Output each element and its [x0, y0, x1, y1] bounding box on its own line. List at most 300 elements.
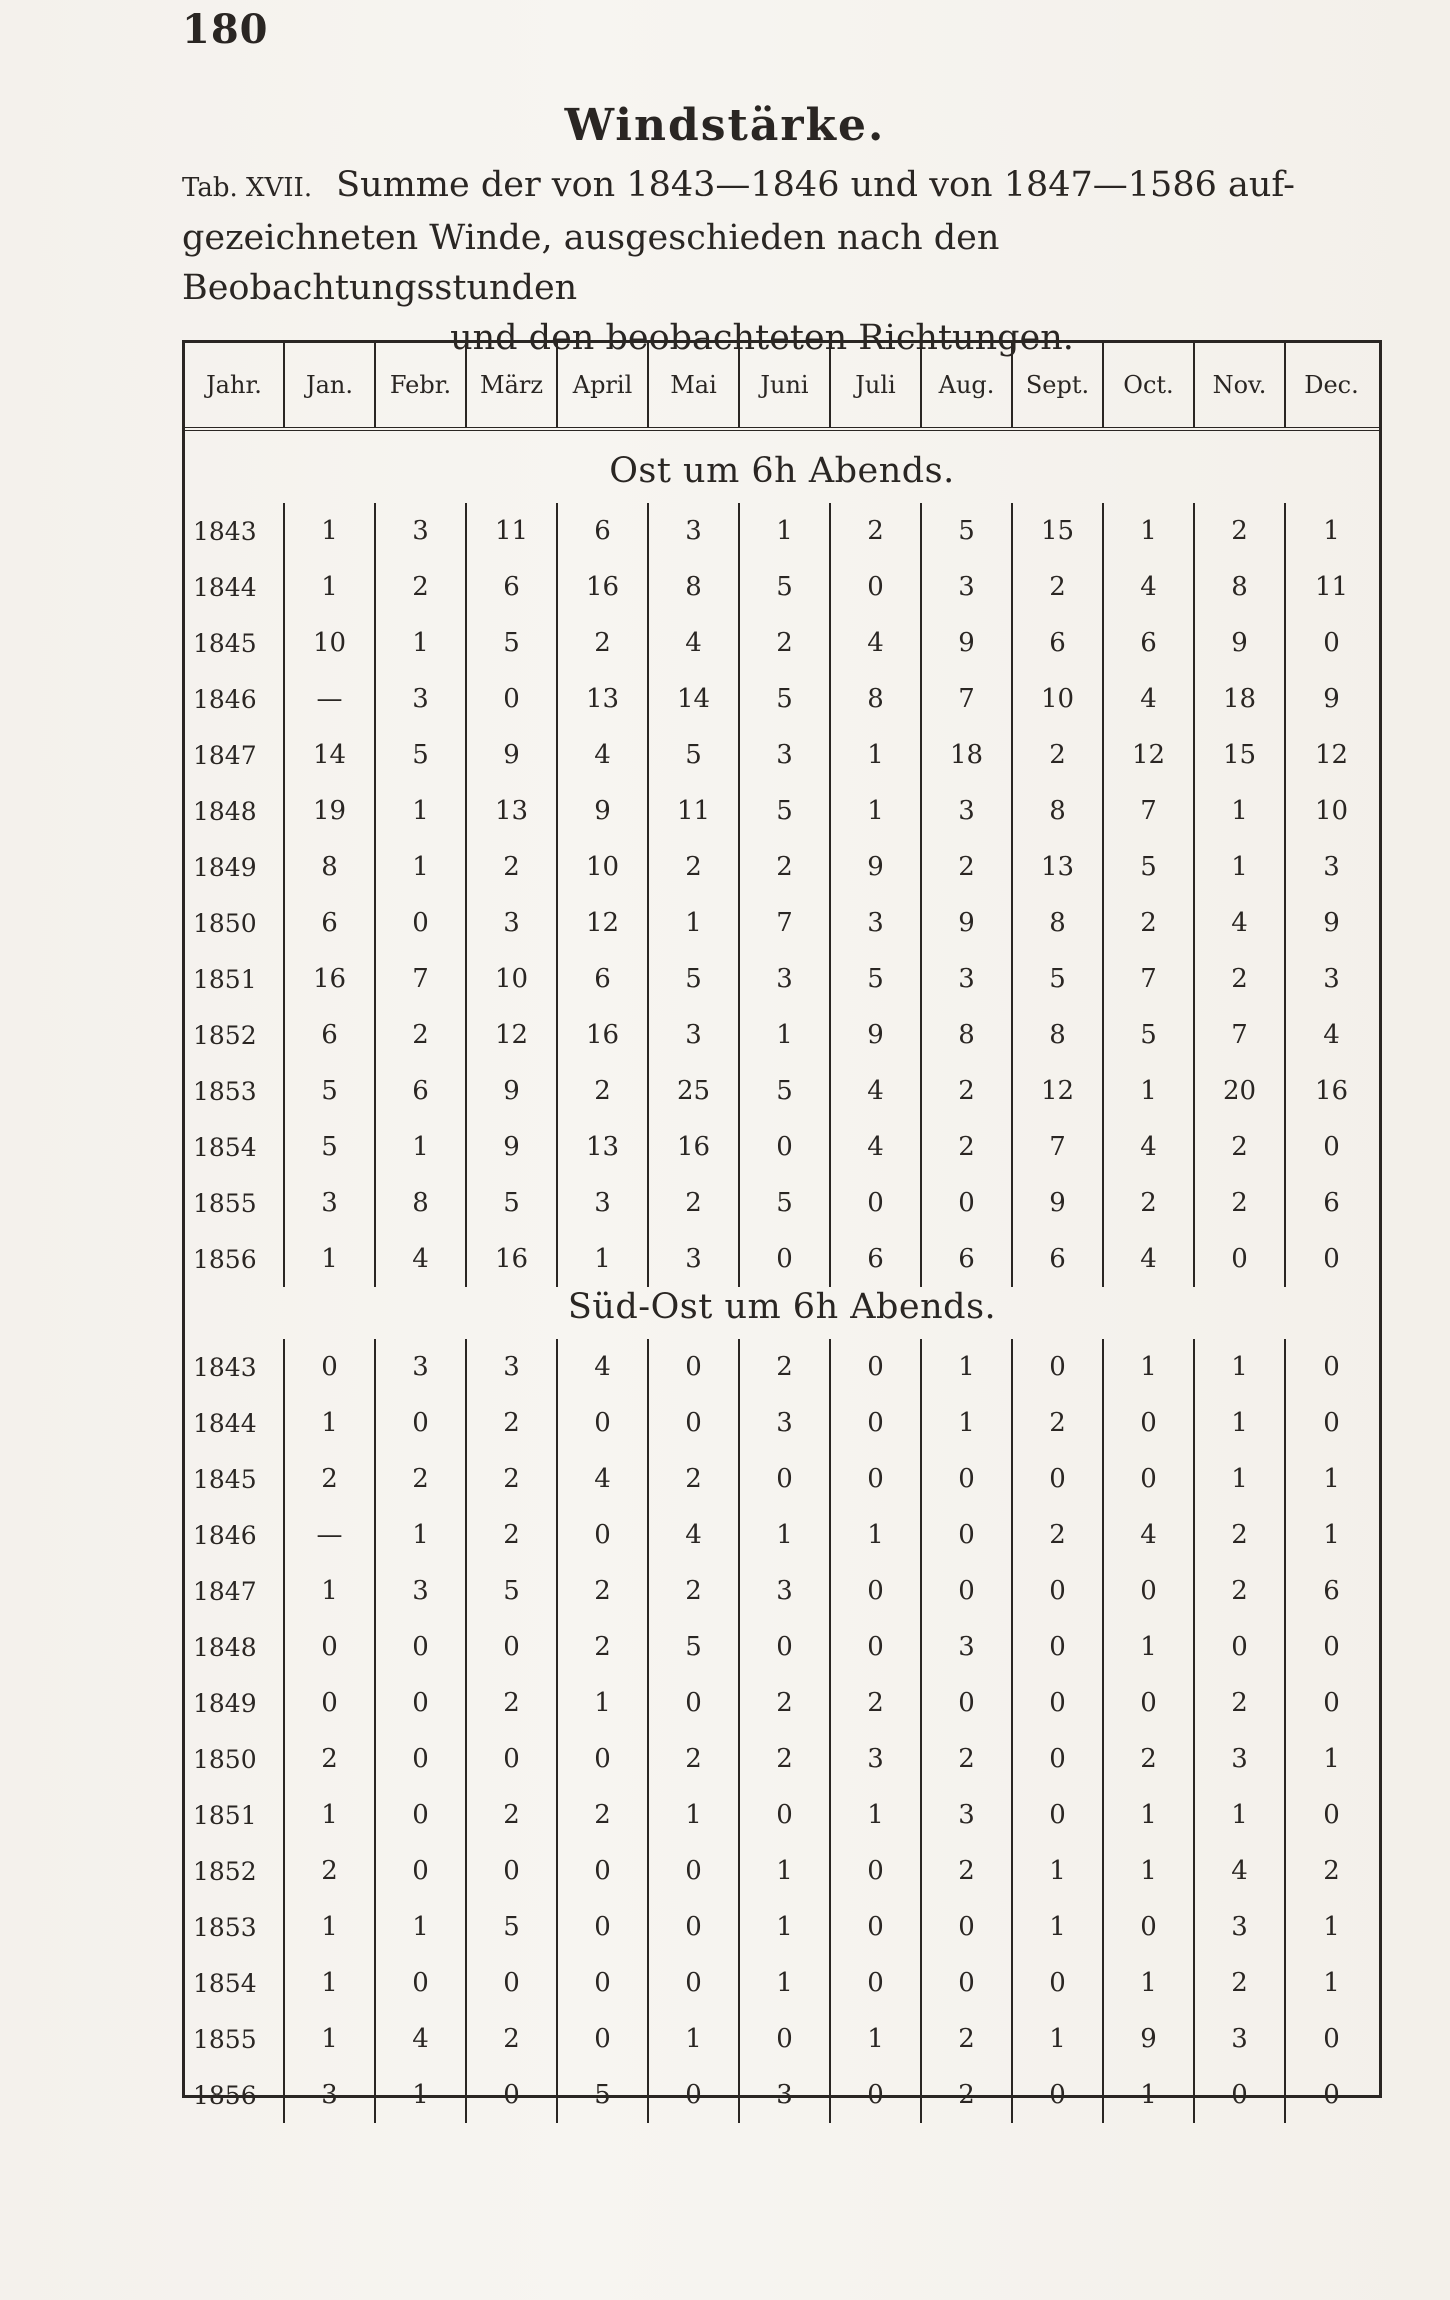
value-cell: 2	[1195, 1507, 1286, 1563]
value-cell: 4	[1104, 559, 1195, 615]
value-cell: 12	[558, 895, 649, 951]
value-cell: 0	[558, 1955, 649, 2011]
value-cell: 8	[1195, 559, 1286, 615]
value-cell: 4	[558, 1339, 649, 1395]
value-cell: 2	[1195, 1675, 1286, 1731]
value-cell: 9	[467, 1063, 558, 1119]
value-cell: 15	[1195, 727, 1286, 783]
value-cell: 1	[1195, 1339, 1286, 1395]
value-cell: 0	[1104, 1563, 1195, 1619]
value-cell: 2	[649, 1563, 740, 1619]
table-row	[185, 1063, 1379, 1119]
value-cell: 4	[1104, 1507, 1195, 1563]
value-cell: 0	[1323, 1800, 1340, 1830]
value-cell: 0	[1323, 1352, 1340, 1382]
value-cell: 2	[558, 1063, 649, 1119]
year-cell: 1855	[185, 2011, 285, 2067]
column-header: Oct.	[1104, 343, 1195, 427]
value-cell: 0	[740, 1619, 831, 1675]
value-cell: 5	[467, 1563, 558, 1619]
value-cell: 1	[1323, 1912, 1340, 1942]
value-cell: 1	[376, 783, 467, 839]
value-cell: 1	[285, 503, 376, 559]
value-cell: 2	[1195, 1119, 1286, 1175]
value-cell: 2	[1323, 1856, 1340, 1886]
value-cell: 4	[1104, 1119, 1195, 1175]
value-cell: 2	[1013, 727, 1104, 783]
value-cell: 9	[1104, 2011, 1195, 2067]
value-cell: 16	[558, 559, 649, 615]
value-cell: 6	[1013, 615, 1104, 671]
value-cell: 0	[467, 671, 558, 727]
value-cell: 0	[1323, 1632, 1340, 1662]
value-cell: 1	[1104, 1063, 1195, 1119]
value-cell: 0	[1323, 628, 1340, 658]
column-header: Juni	[740, 343, 831, 427]
value-cell: 5	[285, 1119, 376, 1175]
value-cell: 7	[740, 895, 831, 951]
value-cell: 0	[467, 1619, 558, 1675]
table-row	[185, 1619, 1379, 1675]
value-cell: 0	[376, 1955, 467, 2011]
value-cell: 8	[285, 839, 376, 895]
value-cell: 10	[467, 951, 558, 1007]
value-cell: 3	[740, 1395, 831, 1451]
table-row	[185, 1843, 1379, 1899]
table-row	[185, 1899, 1379, 1955]
value-cell: 0	[922, 1563, 1013, 1619]
value-cell: 1	[740, 1843, 831, 1899]
value-cell: 4	[831, 615, 922, 671]
value-cell: 1	[1195, 1787, 1286, 1843]
value-cell: 0	[285, 1619, 376, 1675]
value-cell: 9	[558, 783, 649, 839]
value-cell: 0	[831, 1563, 922, 1619]
value-cell: 0	[649, 1675, 740, 1731]
value-cell: 3	[649, 1231, 740, 1287]
value-cell: 13	[558, 671, 649, 727]
value-cell: 1	[649, 2011, 740, 2067]
value-cell: 0	[1195, 1619, 1286, 1675]
value-cell: 0	[1323, 1132, 1340, 1162]
year-cell: 1844	[185, 559, 285, 615]
value-cell: 1	[740, 1899, 831, 1955]
value-cell: 0	[1323, 1408, 1340, 1438]
year-cell: 1856	[185, 2067, 285, 2123]
value-cell: 10	[558, 839, 649, 895]
value-cell: 9	[831, 1007, 922, 1063]
value-cell: 0	[922, 1507, 1013, 1563]
value-cell: 2	[1104, 1175, 1195, 1231]
table-row	[185, 1339, 1379, 1395]
value-cell: 11	[649, 783, 740, 839]
column-header: Juli	[831, 343, 922, 427]
value-cell: 5	[1013, 951, 1104, 1007]
value-cell: 1	[1104, 1843, 1195, 1899]
value-cell: 10	[1314, 796, 1349, 826]
column-header: Sept.	[1013, 343, 1104, 427]
table-row	[185, 671, 1379, 727]
value-cell: 14	[649, 671, 740, 727]
value-cell: 7	[1195, 1007, 1286, 1063]
year-cell: 1843	[185, 1339, 285, 1395]
value-cell: 1	[740, 503, 831, 559]
value-cell: 3	[740, 951, 831, 1007]
table-row	[185, 1119, 1379, 1175]
value-cell: 1	[1013, 2011, 1104, 2067]
value-cell: 6	[1323, 1188, 1340, 1218]
value-cell: 8	[1013, 895, 1104, 951]
value-cell: 1	[922, 1395, 1013, 1451]
value-cell: 2	[922, 1119, 1013, 1175]
value-cell: 0	[922, 1675, 1013, 1731]
value-cell: 1	[376, 615, 467, 671]
table-row	[185, 615, 1379, 671]
value-cell: 5	[740, 671, 831, 727]
value-cell: 1	[1323, 1520, 1340, 1550]
value-cell: 1	[1195, 1451, 1286, 1507]
value-cell: 0	[649, 2067, 740, 2123]
value-cell: 4	[1195, 1843, 1286, 1899]
value-cell: 2	[285, 1451, 376, 1507]
value-cell: 3	[922, 1787, 1013, 1843]
value-cell: 1	[285, 1955, 376, 2011]
value-cell: 5	[922, 503, 1013, 559]
value-cell: 19	[285, 783, 376, 839]
value-cell: 1	[376, 1507, 467, 1563]
year-cell: 1850	[185, 1731, 285, 1787]
value-cell: 2	[1195, 951, 1286, 1007]
value-cell: 0	[1013, 1955, 1104, 2011]
value-cell: 1	[1195, 839, 1286, 895]
value-cell: 2	[376, 559, 467, 615]
value-cell: 4	[376, 2011, 467, 2067]
value-cell: 0	[1195, 2067, 1286, 2123]
value-cell: 7	[922, 671, 1013, 727]
value-cell: 2	[467, 839, 558, 895]
value-cell: 6	[1013, 1231, 1104, 1287]
value-cell: 2	[922, 1063, 1013, 1119]
value-cell: 6	[831, 1231, 922, 1287]
value-cell: 16	[558, 1007, 649, 1063]
year-cell: 1844	[185, 1395, 285, 1451]
value-cell: 0	[558, 1899, 649, 1955]
value-cell: 0	[649, 1899, 740, 1955]
value-cell: 3	[376, 503, 467, 559]
value-cell: 0	[1013, 1619, 1104, 1675]
value-cell: 10	[285, 615, 376, 671]
value-cell: 2	[558, 1563, 649, 1619]
value-cell: 1	[285, 559, 376, 615]
value-cell: 0	[1323, 1688, 1340, 1718]
value-cell: 2	[376, 1007, 467, 1063]
value-cell: 9	[1195, 615, 1286, 671]
value-cell: 1	[285, 2011, 376, 2067]
value-cell: 1	[1104, 1339, 1195, 1395]
value-cell: 5	[1104, 839, 1195, 895]
value-cell: 2	[467, 1507, 558, 1563]
value-cell: 2	[467, 1787, 558, 1843]
value-cell: 2	[922, 839, 1013, 895]
value-cell: 2	[740, 839, 831, 895]
value-cell: 9	[467, 1119, 558, 1175]
value-cell: 0	[467, 1843, 558, 1899]
value-cell: 12	[1314, 740, 1349, 770]
value-cell: 5	[649, 727, 740, 783]
value-cell: 1	[376, 1119, 467, 1175]
value-cell: 10	[1013, 671, 1104, 727]
value-cell: 1	[1104, 1955, 1195, 2011]
value-cell: 5	[558, 2067, 649, 2123]
year-cell: 1852	[185, 1843, 285, 1899]
value-cell: 20	[1195, 1063, 1286, 1119]
value-cell: 5	[649, 1619, 740, 1675]
value-cell: 0	[376, 895, 467, 951]
value-cell: 13	[558, 1119, 649, 1175]
value-cell: 9	[1013, 1175, 1104, 1231]
year-cell: 1852	[185, 1007, 285, 1063]
value-cell: 6	[1323, 1576, 1340, 1606]
value-cell: 1	[558, 1675, 649, 1731]
table-row	[185, 783, 1379, 839]
value-cell: 2	[649, 1451, 740, 1507]
value-cell: 9	[467, 727, 558, 783]
value-cell: 0	[376, 1787, 467, 1843]
value-cell: 2	[1195, 1955, 1286, 2011]
table-row	[185, 1231, 1379, 1287]
value-cell: 16	[649, 1119, 740, 1175]
value-cell: 13	[1013, 839, 1104, 895]
value-cell: 16	[285, 951, 376, 1007]
section-title-ost: Ost um 6h Abends.	[609, 451, 955, 491]
value-cell: 0	[649, 1339, 740, 1395]
value-cell: 3	[922, 783, 1013, 839]
year-cell: 1843	[185, 503, 285, 559]
value-cell: 7	[1013, 1119, 1104, 1175]
table-row	[185, 2011, 1379, 2067]
year-cell: 1846	[185, 1507, 285, 1563]
column-header: April	[558, 343, 649, 427]
value-cell: 5	[1104, 1007, 1195, 1063]
value-cell: 0	[740, 1451, 831, 1507]
value-cell: 5	[740, 783, 831, 839]
value-cell: 0	[922, 1955, 1013, 2011]
value-cell: 6	[1104, 615, 1195, 671]
value-cell: 8	[1013, 1007, 1104, 1063]
value-cell: 12	[1104, 727, 1195, 783]
table-row	[185, 1787, 1379, 1843]
value-cell: 8	[649, 559, 740, 615]
value-cell: 0	[831, 2067, 922, 2123]
value-cell: 6	[467, 559, 558, 615]
value-cell: 4	[376, 1231, 467, 1287]
value-cell: 3	[1323, 852, 1340, 882]
table-row	[185, 1451, 1379, 1507]
value-cell: 0	[831, 1451, 922, 1507]
section-title-sued-ost: Süd-Ost um 6h Abends.	[567, 1287, 997, 1327]
value-cell: 6	[558, 503, 649, 559]
value-cell: 3	[1323, 964, 1340, 994]
value-cell: 2	[922, 1731, 1013, 1787]
value-cell: 2	[1013, 1507, 1104, 1563]
column-header: Dec.	[1304, 371, 1359, 399]
value-cell: 0	[558, 1843, 649, 1899]
year-cell: 1848	[185, 783, 285, 839]
value-cell: 12	[1013, 1063, 1104, 1119]
value-cell: 2	[922, 1843, 1013, 1899]
value-cell: 1	[740, 1955, 831, 2011]
value-cell: 0	[467, 1955, 558, 2011]
value-cell: 1	[649, 1787, 740, 1843]
value-cell: 1	[831, 783, 922, 839]
value-cell: 1	[831, 1787, 922, 1843]
value-cell: 2	[467, 1675, 558, 1731]
section-ost-rows	[185, 503, 1379, 1287]
value-cell: 0	[740, 1119, 831, 1175]
value-cell: 0	[831, 1619, 922, 1675]
page-number: 180	[182, 6, 269, 53]
value-cell: 2	[467, 1451, 558, 1507]
value-cell: 1	[1104, 2067, 1195, 2123]
year-cell: 1851	[185, 951, 285, 1007]
value-cell: 5	[376, 727, 467, 783]
caption-line-3: und den beobachteten Richtungen.	[450, 318, 1074, 358]
column-header: Nov.	[1195, 343, 1286, 427]
value-cell: 5	[740, 1063, 831, 1119]
year-cell: 1854	[185, 1955, 285, 2011]
value-cell: 5	[467, 615, 558, 671]
value-cell: 3	[467, 1339, 558, 1395]
value-cell: 3	[1195, 1899, 1286, 1955]
value-cell: 2	[740, 1339, 831, 1395]
value-cell: 0	[376, 1843, 467, 1899]
value-cell: 0	[1104, 1899, 1195, 1955]
column-header: Jahr.	[185, 343, 285, 427]
value-cell: 1	[1104, 1619, 1195, 1675]
value-cell: 2	[831, 503, 922, 559]
value-cell: 1	[285, 1899, 376, 1955]
value-cell: 1	[649, 895, 740, 951]
value-cell: 13	[467, 783, 558, 839]
value-cell: 16	[467, 1231, 558, 1287]
value-cell: 0	[1195, 1231, 1286, 1287]
value-cell: 3	[376, 1339, 467, 1395]
value-cell: 2	[467, 2011, 558, 2067]
year-cell: 1855	[185, 1175, 285, 1231]
value-cell: 0	[740, 1231, 831, 1287]
value-cell: 2	[922, 2011, 1013, 2067]
value-cell: 9	[1323, 684, 1340, 714]
value-cell: 2	[285, 1731, 376, 1787]
value-cell: 18	[1195, 671, 1286, 727]
table-row	[185, 1507, 1379, 1563]
value-cell: 0	[649, 1395, 740, 1451]
value-cell: 0	[922, 1899, 1013, 1955]
value-cell: 16	[1314, 1076, 1349, 1106]
value-cell: 1	[1195, 783, 1286, 839]
year-cell: 1851	[185, 1787, 285, 1843]
value-cell: 0	[467, 1731, 558, 1787]
value-cell: 2	[922, 2067, 1013, 2123]
value-cell: 2	[1104, 1731, 1195, 1787]
value-cell: 1	[285, 1231, 376, 1287]
value-cell: 2	[649, 839, 740, 895]
value-cell: 9	[922, 615, 1013, 671]
value-cell: 0	[831, 1339, 922, 1395]
value-cell: 1	[831, 1507, 922, 1563]
value-cell: 0	[558, 2011, 649, 2067]
caption-line-1: Summe der von 1843—1846 und von 1847—1586 auf-	[336, 165, 1295, 205]
value-cell: 1	[376, 1899, 467, 1955]
value-cell: 1	[285, 1395, 376, 1451]
table-row	[185, 1563, 1379, 1619]
table-label: Tab. XVII.	[182, 173, 313, 203]
value-cell: 7	[376, 951, 467, 1007]
value-cell: 0	[558, 1731, 649, 1787]
table-row	[185, 1007, 1379, 1063]
value-cell: 3	[1195, 2011, 1286, 2067]
value-cell: 6	[376, 1063, 467, 1119]
table-row	[185, 1955, 1379, 2011]
value-cell: 7	[1104, 783, 1195, 839]
table-row	[185, 1731, 1379, 1787]
value-cell: 4	[1195, 895, 1286, 951]
value-cell: 0	[1323, 2080, 1340, 2110]
year-cell: 1849	[185, 839, 285, 895]
value-cell: 2	[285, 1843, 376, 1899]
year-cell: 1846	[185, 671, 285, 727]
value-cell: 0	[831, 1395, 922, 1451]
value-cell: 2	[831, 1675, 922, 1731]
value-cell: 0	[740, 2011, 831, 2067]
value-cell: 1	[1195, 1395, 1286, 1451]
year-cell: 1849	[185, 1675, 285, 1731]
value-cell: 3	[285, 1175, 376, 1231]
value-cell: 15	[1013, 503, 1104, 559]
value-cell: 11	[1314, 572, 1349, 602]
value-cell: 2	[649, 1731, 740, 1787]
table-row	[185, 951, 1379, 1007]
value-cell: 1	[740, 1007, 831, 1063]
value-cell: 3	[285, 2067, 376, 2123]
year-cell: 1854	[185, 1119, 285, 1175]
value-cell: 0	[1013, 2067, 1104, 2123]
value-cell: 3	[831, 1731, 922, 1787]
year-cell: 1847	[185, 1563, 285, 1619]
value-cell: 0	[467, 2067, 558, 2123]
table-row	[185, 1395, 1379, 1451]
value-cell: 0	[376, 1395, 467, 1451]
wind-table	[182, 340, 1382, 2110]
value-cell: 1	[1013, 1899, 1104, 1955]
value-cell: 4	[1323, 1020, 1340, 1050]
value-cell: —	[285, 671, 376, 727]
value-cell: 18	[922, 727, 1013, 783]
value-cell: 2	[558, 615, 649, 671]
value-cell: 3	[376, 671, 467, 727]
value-cell: 1	[1323, 1968, 1340, 1998]
value-cell: 3	[467, 895, 558, 951]
value-cell: 0	[1013, 1563, 1104, 1619]
value-cell: 0	[831, 559, 922, 615]
value-cell: 0	[558, 1507, 649, 1563]
value-cell: 5	[467, 1175, 558, 1231]
table-caption	[182, 160, 1382, 363]
value-cell: 3	[740, 727, 831, 783]
value-cell: 2	[1013, 559, 1104, 615]
value-cell: 2	[1195, 1175, 1286, 1231]
value-cell: 4	[558, 727, 649, 783]
